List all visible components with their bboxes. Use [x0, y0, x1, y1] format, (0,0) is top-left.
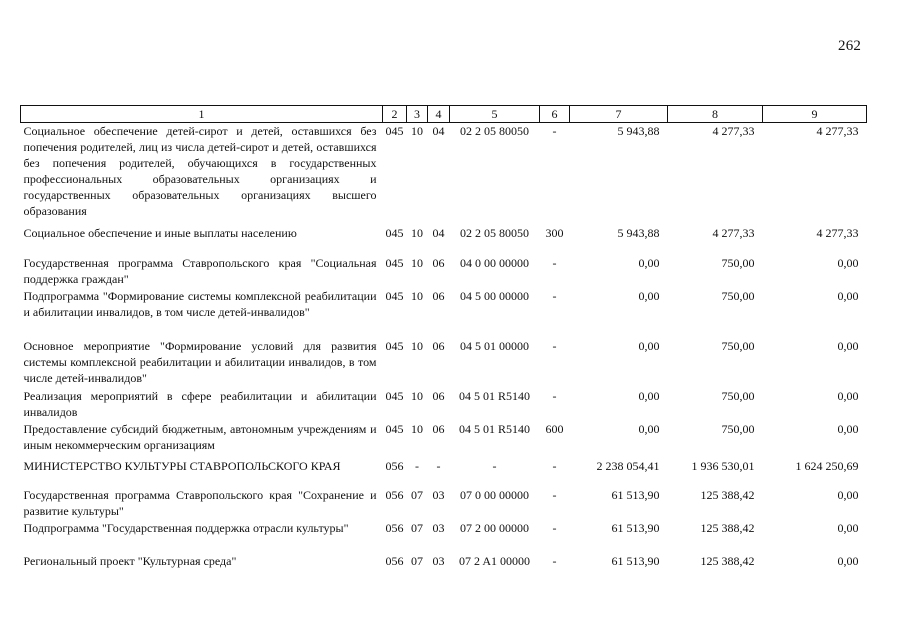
- table-row: [21, 123, 867, 222]
- row-section: 07: [411, 553, 423, 568]
- row-value-7: 61 513,90: [611, 487, 660, 502]
- row-expense-type: -: [552, 520, 557, 535]
- header-col-3: 3: [407, 106, 428, 123]
- header-col-1: 1: [21, 106, 383, 123]
- table-row: [21, 421, 867, 454]
- row-name: Государственная программа Ставропольского края "Сохранение и развитие культуры": [23, 487, 377, 518]
- row-target-code: 07 2 A1 00000: [458, 553, 530, 568]
- row-ministry-code: 056: [385, 487, 404, 502]
- row-section: 07: [411, 520, 423, 535]
- row-name: Социальное обеспечение детей-сирот и детей, оставшихся без попечения родителей, лиц из числа детей-сирот и детей, оставшихся без попечения родителей, обучающихся в государственных профессиональных образовательных организациях и государственных образовательных организациях высшего образования: [23, 124, 377, 218]
- row-subsection: 04: [432, 124, 445, 138]
- row-value-9: 0,00: [837, 520, 859, 535]
- row-expense-type: -: [552, 388, 557, 403]
- row-expense-type: -: [552, 288, 557, 303]
- row-value-9: 4 277,33: [816, 225, 859, 240]
- table-row: [21, 222, 867, 255]
- table-header-row: [21, 106, 867, 123]
- row-value-7: 2 238 054,41: [596, 458, 660, 473]
- row-value-8: 1 936 530,01: [691, 458, 755, 473]
- header-col-8: 8: [668, 106, 763, 123]
- row-section: 07: [411, 487, 423, 502]
- row-subsection: 06: [432, 338, 445, 353]
- row-value-8: 4 277,33: [712, 225, 755, 240]
- row-name: Социальное обеспечение и иные выплаты населению: [23, 225, 297, 240]
- row-value-9: 1 624 250,69: [795, 458, 859, 473]
- row-ministry-code: 045: [385, 338, 404, 353]
- table-row: [21, 487, 867, 520]
- row-section: 10: [411, 288, 423, 303]
- table-body: [21, 123, 867, 573]
- row-expense-type: 300: [545, 225, 564, 240]
- row-value-7: 5 943,88: [617, 124, 660, 138]
- row-target-code: -: [492, 458, 497, 473]
- page-number: 262: [838, 38, 862, 54]
- row-target-code: 04 5 01 R5140: [458, 421, 530, 436]
- row-value-7: 0,00: [638, 388, 660, 403]
- row-value-7: 61 513,90: [611, 520, 660, 535]
- row-expense-type: 600: [545, 421, 564, 436]
- row-target-code: 07 0 00 00000: [460, 487, 529, 502]
- row-target-code: 04 5 00 00000: [460, 288, 529, 303]
- row-value-9: 4 277,33: [816, 124, 859, 138]
- row-target-code: 04 0 00 00000: [460, 255, 529, 270]
- row-name: Предоставление субсидий бюджетным, автономным учреждениям и иным некоммерческим организациям: [23, 421, 377, 452]
- row-value-9: 0,00: [837, 338, 859, 353]
- row-value-9: 0,00: [837, 487, 859, 502]
- row-ministry-code: 056: [385, 458, 404, 473]
- row-target-code: 02 2 05 80050: [460, 124, 529, 138]
- row-value-9: 0,00: [837, 388, 859, 403]
- row-name: Подпрограмма "Формирование системы комплексной реабилитации и абилитации инвалидов, в том числе детей-инвалидов": [23, 288, 377, 319]
- row-target-code: 04 5 01 00000: [460, 338, 529, 353]
- row-value-7: 0,00: [638, 255, 660, 270]
- row-value-8: 125 388,42: [700, 553, 755, 568]
- row-ministry-code: 045: [385, 421, 404, 436]
- table-row: [21, 255, 867, 288]
- row-ministry-code: 056: [385, 520, 404, 535]
- row-value-8: 750,00: [721, 255, 755, 270]
- row-value-9: 0,00: [837, 255, 859, 270]
- row-target-code: 02 2 05 80050: [460, 225, 529, 240]
- row-value-9: 0,00: [837, 288, 859, 303]
- table-row: [21, 553, 867, 573]
- row-section: 10: [411, 124, 423, 138]
- row-value-8: 750,00: [721, 288, 755, 303]
- row-subsection: 06: [432, 288, 445, 303]
- row-subsection: 03: [432, 553, 445, 568]
- row-section: 10: [411, 421, 423, 436]
- row-section: 10: [411, 388, 423, 403]
- row-expense-type: -: [552, 124, 557, 138]
- row-subsection: 03: [432, 520, 445, 535]
- row-expense-type: -: [552, 553, 557, 568]
- row-name: Реализация мероприятий в сфере реабилитации и абилитации инвалидов: [23, 388, 377, 419]
- row-ministry-code: 045: [385, 255, 404, 270]
- row-value-8: 125 388,42: [700, 520, 755, 535]
- row-section: 10: [411, 255, 423, 270]
- row-name: Государственная программа Ставропольского края "Социальная поддержка граждан": [23, 255, 377, 286]
- table-row: [21, 338, 867, 388]
- row-section: -: [415, 458, 419, 473]
- row-expense-type: -: [552, 255, 557, 270]
- row-value-8: 750,00: [721, 338, 755, 353]
- row-subsection: 04: [432, 225, 445, 240]
- row-ministry-code: 045: [385, 288, 404, 303]
- row-value-7: 61 513,90: [611, 553, 660, 568]
- row-value-8: 750,00: [721, 388, 755, 403]
- row-name: МИНИСТЕРСТВО КУЛЬТУРЫ СТАВРОПОЛЬСКОГО КРАЯ: [23, 458, 341, 473]
- row-ministry-code: 045: [385, 388, 404, 403]
- row-section: 10: [411, 338, 423, 353]
- row-ministry-code: 045: [385, 225, 404, 240]
- row-expense-type: -: [552, 338, 557, 353]
- header-col-5: 5: [450, 106, 540, 123]
- row-target-code: 07 2 00 00000: [460, 520, 529, 535]
- row-value-9: 0,00: [837, 421, 859, 436]
- row-subsection: 06: [432, 421, 445, 436]
- row-value-8: 125 388,42: [700, 487, 755, 502]
- header-col-2: 2: [383, 106, 407, 123]
- row-expense-type: -: [552, 458, 557, 473]
- row-value-9: 0,00: [837, 553, 859, 568]
- row-value-7: 0,00: [638, 288, 660, 303]
- row-value-8: 4 277,33: [712, 124, 755, 138]
- row-ministry-code: 045: [385, 124, 404, 138]
- table-row: [21, 288, 867, 338]
- header-col-6: 6: [540, 106, 570, 123]
- row-expense-type: -: [552, 487, 557, 502]
- row-subsection: -: [436, 458, 441, 473]
- row-ministry-code: 056: [385, 553, 404, 568]
- table-row: [21, 520, 867, 553]
- row-subsection: 03: [432, 487, 445, 502]
- row-value-7: 0,00: [638, 338, 660, 353]
- budget-table-container: [20, 105, 866, 573]
- row-name: Региональный проект "Культурная среда": [23, 553, 237, 568]
- row-target-code: 04 5 01 R5140: [458, 388, 530, 403]
- row-name: Основное мероприятие "Формирование условий для развития системы комплексной реабилитации и абилитации инвалидов, в том числе детей-инвалидов": [23, 338, 377, 385]
- table-row: [21, 388, 867, 421]
- header-col-7: 7: [570, 106, 668, 123]
- row-subsection: 06: [432, 255, 445, 270]
- row-name: Подпрограмма "Государственная поддержка отрасли культуры": [23, 520, 349, 535]
- table-row: [21, 454, 867, 487]
- header-col-9: 9: [763, 106, 867, 123]
- row-subsection: 06: [432, 388, 445, 403]
- row-value-7: 0,00: [638, 421, 660, 436]
- row-value-7: 5 943,88: [617, 225, 660, 240]
- row-section: 10: [411, 225, 423, 240]
- row-value-8: 750,00: [721, 421, 755, 436]
- budget-table: [20, 105, 867, 573]
- header-col-4: 4: [428, 106, 450, 123]
